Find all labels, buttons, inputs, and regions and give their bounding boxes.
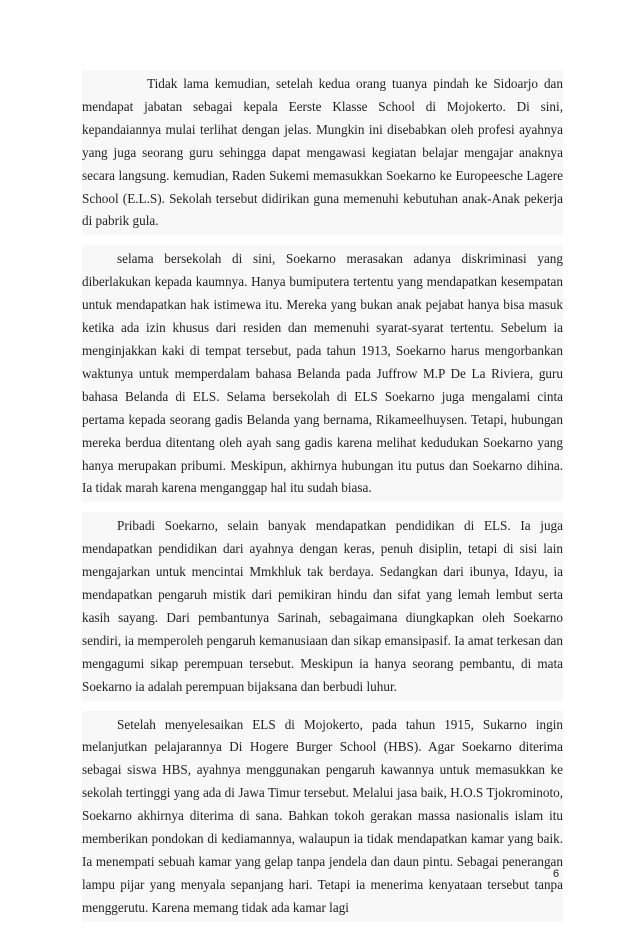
page-number: 6 — [553, 868, 560, 880]
document-body — [82, 70, 563, 932]
paragraph: selama bersekolah di sini, Soekarno merasakan adanya diskriminasi yang diberlakukan kepada kaumnya. Hanya bumiputera tertentu yang mendapatkan kesempatan untuk mendapatkan hak istimewa itu. Mereka yang bukan anak pejabat hanya bisa masuk ketika ada izin khusus dari residen dan memenuhi syarat-syarat tertentu. Sebelum ia menginjakkan kaki di tempat tersebut, pada tahun 1913, Soekarno harus mengorbankan waktunya untuk memperdalam bahasa Belanda pada Juffrow M.P De La Riviera, guru bahasa Belanda di ELS. Selama bersekolah di ELS Soekarno juga mengalami cinta pertama kepada seorang gadis Belanda yang bernama, Rikameelhuysen. Tetapi, hubungan mereka berdua ditentang oleh ayah sang gadis karena melihat kedudukan Soekarno yang hanya merupakan pribumi. Meskipun, akhirnya hubungan itu putus dan Soekarno dihina. Ia tidak marah karena menganggap hal itu sudah biasa. — [82, 245, 563, 502]
paragraph: Setelah menyelesaikan ELS di Mojokerto, pada tahun 1915, Sukarno ingin melanjutkan pelajarannya Di Hogere Burger School (HBS). Agar Soekarno diterima sebagai siswa HBS, ayahnya menggunakan pengaruh kawannya untuk memasukkan ke sekolah tertinggi yang ada di Jawa Timur tersebut. Melalui jasa baik, H.O.S Tjokrominoto, Soekarno akhirnya diterima di sana. Bahkan tokoh gerakan massa nasionalis islam itu memberikan pondokan di kediamannya, walaupun ia tidak mendapatkan kamar yang baik. Ia menempati sebuah kamar yang gelap tanpa jendela dan daun pintu. Sebagai penerangan lampu pijar yang menyala sepanjang hari. Tetapi ia menerima kenyataan tersebut tanpa menggerutu. Karena memang tidak ada kamar lagi — [82, 711, 563, 922]
paragraph: Pribadi Soekarno, selain banyak mendapatkan pendidikan di ELS. Ia juga mendapatkan pendidikan dari ayahnya dengan keras, penuh disiplin, tetapi di sisi lain mengajarkan untuk mencintai Mmkhluk tak berdaya. Sedangkan dari ibunya, Idayu, ia mendapatkan pengaruh mistik dari pemikiran hindu dan sifat yang lemah lembut serta kasih sayang. Dari pembantunya Sarinah, sebagaimana diungkapkan oleh Soekarno sendiri, ia memperoleh pengaruh kemanusiaan dan sikap emansipasif. Ia amat terkesan dan mengagumi sikap perempuan tersebut. Meskipun ia hanya seorang pembantu, di mata Soekarno ia adalah perempuan bijaksana dan berbudi luhur. — [82, 512, 563, 700]
paragraph: Tidak lama kemudian, setelah kedua orang tuanya pindah ke Sidoarjo dan mendapat jabatan sebagai kepala Eerste Klasse School di Mojokerto. Di sini, kepandaiannya mulai terlihat dengan jelas. Mungkin ini disebabkan oleh profesi ayahnya yang juga seorang guru sehingga dapat mengawasi kegiatan belajar mengajar anaknya secara langsung. kemudian, Raden Sukemi memasukkan Soekarno ke Europeesche Lagere School (E.L.S). Sekolah tersebut didirikan guna memenuhi kebutuhan anak-Anak pekerja di pabrik gula. — [82, 70, 563, 235]
